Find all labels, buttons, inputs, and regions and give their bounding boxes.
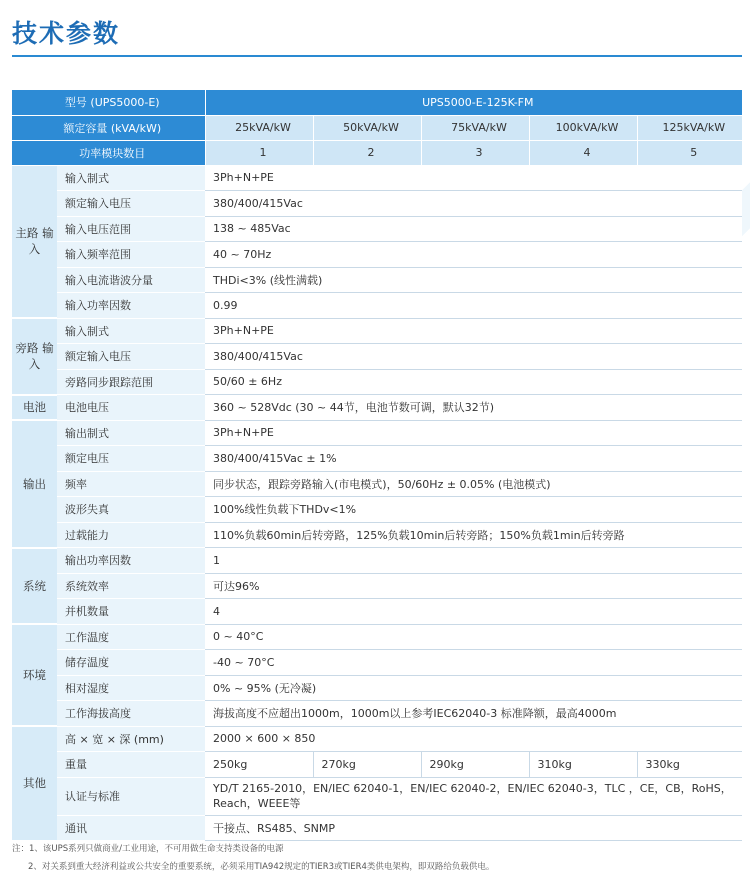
spec-label: 旁路同步跟踪范围 [57,369,205,395]
spec-row [12,242,742,268]
spec-label: 相对湿度 [57,675,205,701]
spec-value: 3Ph+N+PE [205,165,742,191]
spec-row [12,369,742,395]
spec-label: 认证与标准 [57,777,205,815]
group-label: 其他 [12,726,57,841]
spec-row [12,497,742,523]
spec-label: 频率 [57,471,205,497]
spec-label: 高 × 宽 × 深 (mm) [57,726,205,752]
spec-row [12,395,742,421]
spec-row [12,599,742,625]
title-divider [12,55,742,57]
spec-label: 过载能力 [57,522,205,548]
group-label: 输出 [12,420,57,548]
spec-row [12,522,742,548]
spec-label: 通讯 [57,815,205,841]
module-count-cell: 5 [637,140,742,165]
spec-value: 3Ph+N+PE [205,420,742,446]
spec-row [12,318,742,344]
spec-row [12,752,742,778]
spec-value: 3Ph+N+PE [205,318,742,344]
spec-label: 系统效率 [57,573,205,599]
spec-label: 额定输入电压 [57,191,205,217]
spec-label: 储存温度 [57,650,205,676]
spec-row [12,191,742,217]
spec-label: 额定电压 [57,446,205,472]
spec-label: 工作温度 [57,624,205,650]
spec-value: 380/400/415Vac ± 1% [205,446,742,472]
spec-value-cell: 290kg [421,752,529,778]
module-count-cell: 2 [313,140,421,165]
spec-table [12,90,742,842]
footnote-1: 注：1、该UPS系列只做商业/工业用途，不可用做生命支持类设备的电源 [12,844,284,854]
spec-row [12,726,742,752]
spec-value: 380/400/415Vac [205,344,742,370]
model-value: UPS5000-E-125K-FM [205,90,742,115]
spec-value: 0 ~ 40°C [205,624,742,650]
spec-row [12,675,742,701]
spec-label: 输入频率范围 [57,242,205,268]
spec-row [12,267,742,293]
spec-label: 输入电压范围 [57,216,205,242]
page-title: 技术参数 [12,19,121,48]
spec-value: 138 ~ 485Vac [205,216,742,242]
spec-row [12,624,742,650]
spec-value: YD/T 2165-2010，EN/IEC 62040-1，EN/IEC 62040-2，EN/IEC 62040-3，TLC ，CE，CB，RoHS，Reach，WEEE等 [205,777,742,815]
spec-value: 可达96% [205,573,742,599]
modules-label: 功率模块数目 [12,140,205,165]
spec-row [12,446,742,472]
group-label: 环境 [12,624,57,726]
spec-label: 输出功率因数 [57,548,205,574]
group-label: 电池 [12,395,57,421]
spec-label: 输出制式 [57,420,205,446]
spec-label: 重量 [57,752,205,778]
spec-value: 0.99 [205,293,742,319]
module-count-cell: 1 [205,140,313,165]
spec-label: 并机数量 [57,599,205,625]
spec-label: 输入制式 [57,165,205,191]
spec-value: -40 ~ 70°C [205,650,742,676]
spec-value: 110%负载60min后转旁路，125%负载10min后转旁路；150%负载1min后转旁路 [205,522,742,548]
spec-value: 40 ~ 70Hz [205,242,742,268]
capacity-row [12,115,742,140]
spec-value: 0% ~ 95% (无冷凝) [205,675,742,701]
spec-row [12,344,742,370]
spec-row [12,815,742,841]
spec-row [12,548,742,574]
capacity-cell: 75kVA/kW [421,115,529,140]
model-label: 型号 (UPS5000-E) [12,90,205,115]
spec-label: 输入电流谐波分量 [57,267,205,293]
spec-row [12,777,742,815]
spec-row [12,293,742,319]
spec-label: 电池电压 [57,395,205,421]
module-count-cell: 4 [529,140,637,165]
spec-value-cell: 270kg [313,752,421,778]
spec-value: 2000 × 600 × 850 [205,726,742,752]
spec-value: 360 ~ 528Vdc (30 ~ 44节，电池节数可调，默认32节) [205,395,742,421]
spec-row [12,420,742,446]
capacity-cell: 125kVA/kW [637,115,742,140]
capacity-label: 额定容量 (kVA/kW) [12,115,205,140]
spec-row [12,701,742,727]
group-label: 主路 输入 [12,165,57,318]
spec-value: 1 [205,548,742,574]
spec-value: 100%线性负载下THDv<1% [205,497,742,523]
spec-label: 波形失真 [57,497,205,523]
spec-row [12,216,742,242]
spec-row [12,573,742,599]
spec-label: 输入功率因数 [57,293,205,319]
capacity-cell: 50kVA/kW [313,115,421,140]
spec-value: 4 [205,599,742,625]
spec-value: 380/400/415Vac [205,191,742,217]
spec-row [12,165,742,191]
capacity-cell: 25kVA/kW [205,115,313,140]
spec-value-cell: 310kg [529,752,637,778]
group-label: 旁路 输入 [12,318,57,395]
spec-value-cell: 330kg [637,752,742,778]
module-count-cell: 3 [421,140,529,165]
footnote-2: 2、对关系到重大经济利益或公共安全的重要系统，必须采用TIA942规定的TIER3或TIER4类供电架构，即双路给负载供电。 [28,862,495,872]
spec-value: 同步状态，跟踪旁路输入(市电模式)，50/60Hz ± 0.05% (电池模式) [205,471,742,497]
group-label: 系统 [12,548,57,625]
spec-label: 额定输入电压 [57,344,205,370]
spec-row [12,650,742,676]
capacity-cell: 100kVA/kW [529,115,637,140]
spec-value: 50/60 ± 6Hz [205,369,742,395]
spec-value: 干接点、RS485、SNMP [205,815,742,841]
spec-value: 海拔高度不应超出1000m，1000m以上参考IEC62040-3 标准降额，最高4000m [205,701,742,727]
spec-row [12,471,742,497]
modules-row [12,140,742,165]
spec-value: THDi<3% (线性满载) [205,267,742,293]
model-row [12,90,742,115]
spec-label: 输入制式 [57,318,205,344]
spec-label: 工作海拔高度 [57,701,205,727]
spec-value-cell: 250kg [205,752,313,778]
